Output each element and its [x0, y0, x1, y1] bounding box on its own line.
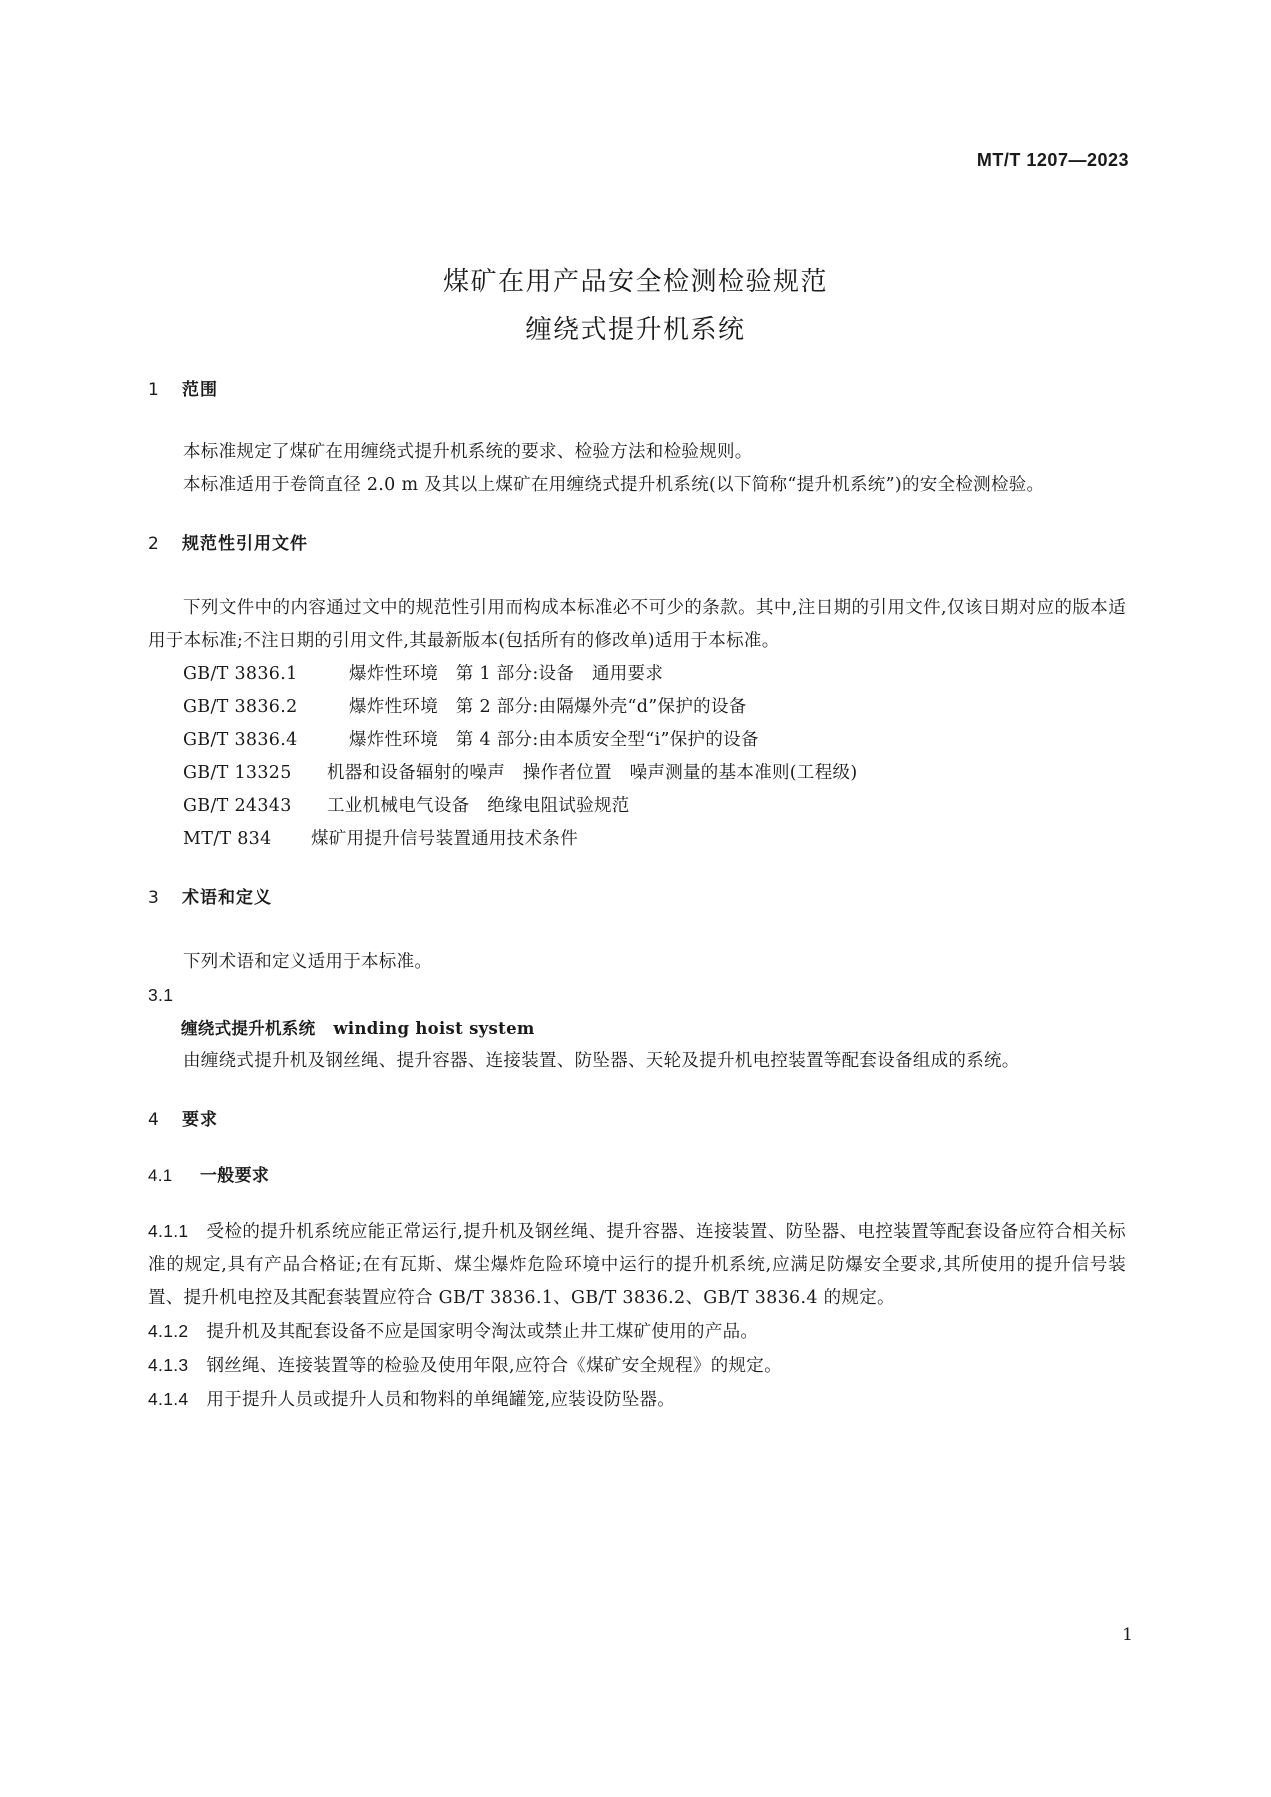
clause [148, 1349, 1126, 1383]
clause [148, 1315, 1126, 1349]
reference-code: GB/T 24343 [183, 796, 292, 816]
standard-number: MT/T 1207—2023 [976, 150, 1129, 170]
section-number: 3 [148, 888, 160, 908]
paragraph: 下列文件中的内容通过文中的规范性引用而构成本标准必不可少的条款。其中,注日期的引用文件,仅该日期对应的版本适用于本标准;不注日期的引用文件,其最新版本(包括所有的修改单)适用于本标准。 [148, 598, 1126, 651]
reference-code: GB/T 3836.4 [183, 730, 298, 750]
section-title: 要求 [182, 1110, 218, 1130]
clause [148, 1215, 1126, 1315]
section-4-heading [148, 1104, 1126, 1137]
reference-title: 爆炸性环境 第 4 部分:由本质安全型“i”保护的设备 [349, 730, 759, 750]
reference-item [148, 691, 1126, 724]
clause-text: 钢丝绳、连接装置等的检验及使用年限,应符合《煤矿安全规程》的规定。 [206, 1356, 782, 1376]
reference-item [148, 724, 1126, 757]
clause-number: 4.1.4 [148, 1389, 189, 1409]
paragraph: 本标准适用于卷筒直径 2.0 m 及其以上煤矿在用缠绕式提升机系统(以下简称“提升机系统”)的安全检测检验。 [183, 475, 1045, 495]
title-line-1: 煤矿在用产品安全检测检验规范 [442, 267, 828, 297]
term-name-cn: 缠绕式提升机系统 [181, 1019, 316, 1038]
reference-title: 爆炸性环境 第 1 部分:设备 通用要求 [349, 664, 664, 684]
section-2-heading [148, 528, 1126, 561]
section-number: 2 [148, 534, 160, 554]
reference-code: GB/T 13325 [183, 763, 292, 783]
reference-item [148, 658, 1126, 691]
section-number: 1 [148, 380, 160, 400]
subsection-4-1-heading [148, 1159, 1126, 1193]
reference-code: MT/T 834 [183, 829, 272, 849]
clause-text: 用于提升人员或提升人员和物料的单绳罐笼,应装设防坠器。 [206, 1390, 676, 1410]
clause-number: 4.1.2 [148, 1321, 189, 1341]
reference-title: 煤矿用提升信号装置通用技术条件 [311, 829, 578, 849]
paragraph: 下列术语和定义适用于本标准。 [183, 952, 433, 972]
term-number: 3.1 [148, 985, 174, 1005]
paragraph: 本标准规定了煤矿在用缠绕式提升机系统的要求、检验方法和检验规则。 [183, 442, 753, 462]
section-title: 术语和定义 [182, 888, 272, 908]
page-number: 1 [1122, 1625, 1133, 1645]
document-title [0, 258, 1271, 354]
subsection-title: 一般要求 [200, 1166, 270, 1186]
clause [148, 1383, 1126, 1417]
section-title: 规范性引用文件 [182, 534, 308, 554]
section-1-heading [148, 374, 1126, 407]
term-name-en: winding hoist system [333, 1019, 535, 1038]
reference-code: GB/T 3836.2 [183, 697, 298, 717]
section-3-heading [148, 882, 1126, 915]
subsection-number: 4.1 [148, 1166, 173, 1185]
clause-text: 提升机及其配套设备不应是国家明令淘汰或禁止井工煤矿使用的产品。 [206, 1322, 759, 1342]
term-name [148, 1012, 1126, 1045]
document-body [148, 380, 1126, 1417]
term-definition: 由缠绕式提升机及钢丝绳、提升容器、连接装置、防坠器、天轮及提升机电控装置等配套设备组成的系统。 [183, 1051, 1020, 1071]
reference-title: 爆炸性环境 第 2 部分:由隔爆外壳“d”保护的设备 [349, 697, 747, 717]
reference-title: 机器和设备辐射的噪声 操作者位置 噪声测量的基本准则(工程级) [327, 763, 858, 783]
title-line-2: 缠绕式提升机系统 [525, 315, 746, 345]
reference-title: 工业机械电气设备 绝缘电阻试验规范 [327, 796, 630, 816]
reference-item [148, 757, 1126, 790]
reference-code: GB/T 3836.1 [183, 664, 298, 684]
clause-text: 受检的提升机系统应能正常运行,提升机及钢丝绳、提升容器、连接装置、防坠器、电控装置等配套设备应符合相关标准的规定,具有产品合格证;在有瓦斯、煤尘爆炸危险环境中运行的提升机系统,应满足防爆安全要求,其所使用的提升信号装置、提升机电控及其配套装置应符合 GB/T 3836.1、GB/T 3836.2、GB/T 3836.4 的规定。 [148, 1222, 1126, 1308]
clause-number: 4.1.1 [148, 1221, 189, 1241]
section-number: 4 [148, 1110, 160, 1130]
section-title: 范围 [182, 380, 218, 400]
reference-item [148, 790, 1126, 823]
clause-number: 4.1.3 [148, 1355, 189, 1375]
reference-item [148, 823, 1126, 856]
